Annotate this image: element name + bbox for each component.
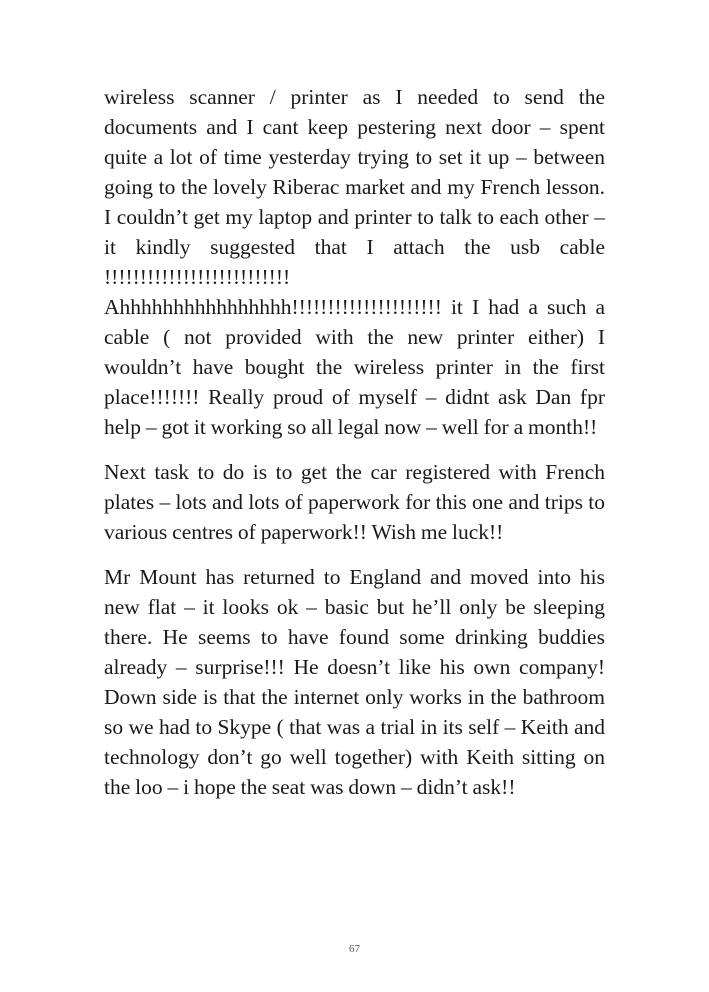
paragraph-3: Mr Mount has returned to England and moved into his new flat – it looks ok – basic but he’ll only be sleeping there. He seems to have found some drinking buddies already – surprise!!! He doesn’t like his own company! Down side is that the internet only works in the bathroom so we had to Skype ( that was a trial in its self – Keith and technology don’t go well together) with Keith sitting on the loo – i hope the seat was down – didn’t ask!! (104, 565, 605, 799)
paragraph-1: wireless scanner / printer as I needed to send the documents and I cant keep pestering next door – spent quite a lot of time yesterday trying to set it up – between going to the lovely Riberac market and my French lesson. I couldn’t get my laptop and printer to talk to each other – it kindly suggested that I attach the usb cable !!!!!!!!!!!!!!!!!!!!!!!!!! Ahhhhhhhhhhhhhhhh!!!!!!!!!!!!!!!!!!!!! it I had a such a cable ( not provided with the new printer either) I wouldn’t have bought the wireless printer in the first place!!!!!!! Really proud of myself – didnt ask Dan fpr help – got it working so all legal now – well for a month!! (104, 85, 605, 439)
page-number: 67 (349, 943, 360, 955)
paragraph-2: Next task to do is to get the car registered with French plates – lots and lots of paperwork for this one and trips to various centres of paperwork!! Wish me luck!! (104, 460, 605, 544)
body-text (104, 82, 605, 817)
